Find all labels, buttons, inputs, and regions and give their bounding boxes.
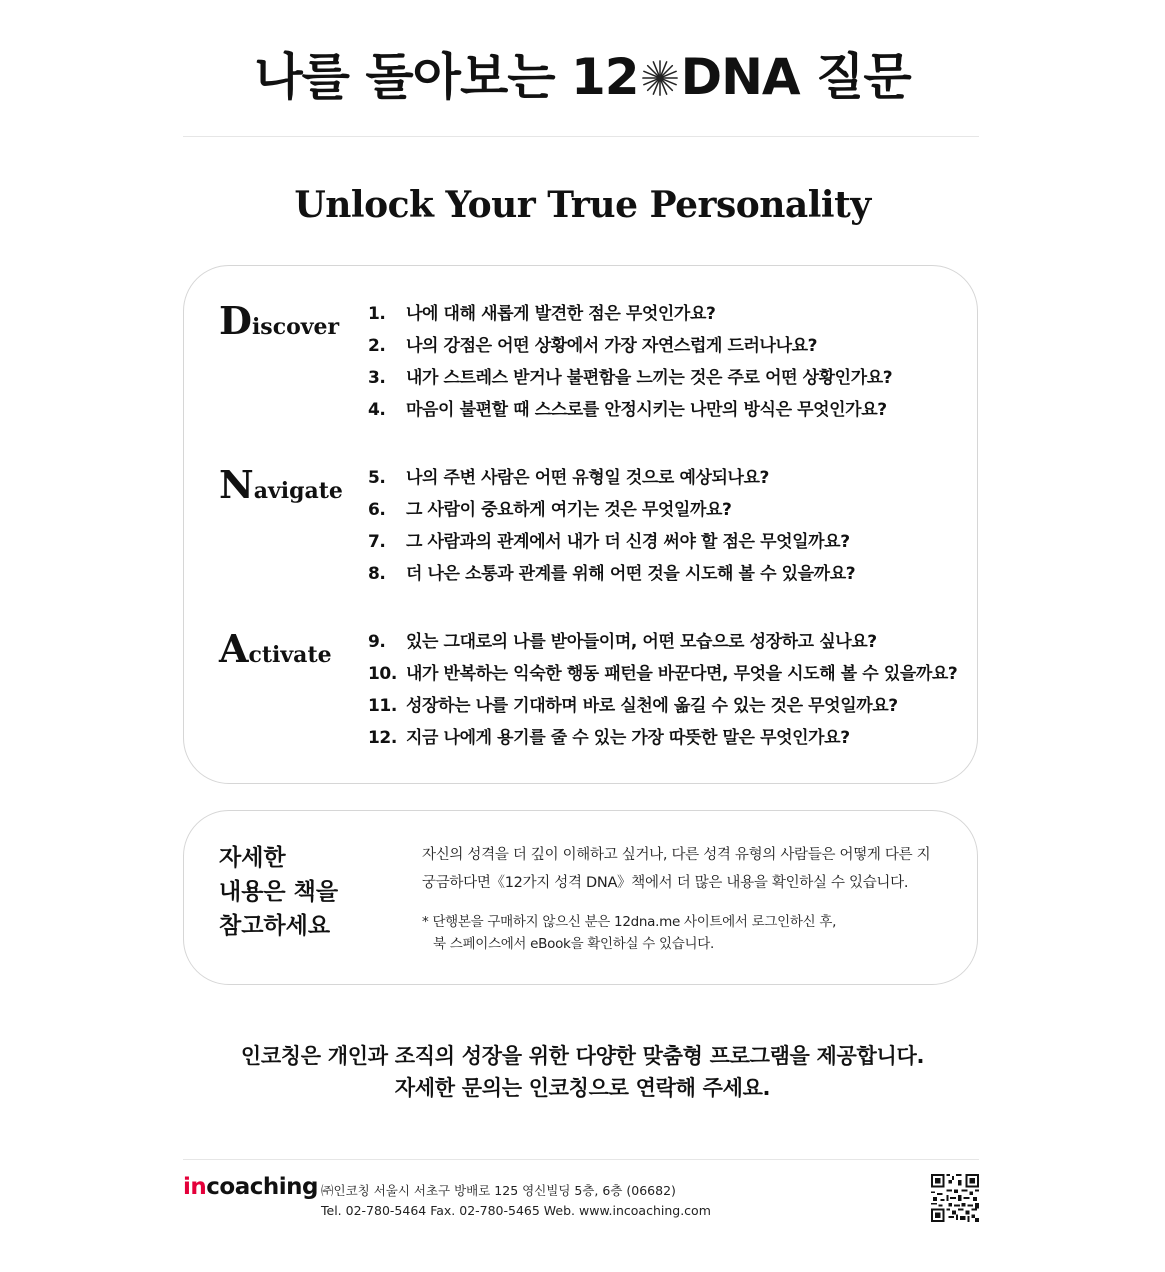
info-card: [183, 810, 978, 985]
info-heading: 자세한 내용은 책을 참고하세요: [219, 845, 339, 939]
question-item: 3. 내가 스트레스 받거나 불편함을 느끼는 것은 주로 어떤 상황인가요?: [368, 368, 893, 388]
question-item: 4. 마음이 불편할 때 스스로를 안정시키는 나만의 방식은 무엇인가요?: [368, 400, 887, 420]
section-label: Activate: [219, 626, 332, 671]
qr-code-icon[interactable]: [931, 1174, 979, 1222]
footer-address: ㈜인코칭 서울시 서초구 방배로 125 영신빌딩 5층, 6층 (06682): [321, 1183, 676, 1198]
question-item: 7. 그 사람과의 관계에서 내가 더 신경 써야 할 점은 무엇일까요?: [368, 532, 850, 552]
info-text: 자신의 성격을 더 깊이 이해하고 싶거나, 다른 성격 유형의 사람들은 어떻게 다른 지 궁금하다면《12가지 성격 DNA》책에서 더 많은 내용을 확인하실 수 있습니다.: [422, 847, 931, 891]
question-item: 10. 내가 반복하는 익숙한 행동 패턴을 바꾼다면, 무엇을 시도해 볼 수 있을까요?: [368, 664, 958, 684]
title-part-2: DNA 질문: [680, 48, 911, 106]
question-item: 8. 더 나은 소통과 관계를 위해 어떤 것을 시도해 볼 수 있을까요?: [368, 564, 856, 584]
question-list: [368, 626, 957, 754]
subtitle: Unlock Your True Personality: [294, 184, 871, 226]
question-list: [368, 298, 892, 426]
question-item: 9. 있는 그대로의 나를 받아들이며, 어떤 모습으로 성장하고 싶나요?: [368, 632, 877, 652]
question-list: [368, 462, 855, 590]
page-title: [0, 42, 1165, 112]
bottom-divider: [183, 1159, 979, 1160]
question-item: 1. 나에 대해 새롭게 발견한 점은 무엇인가요?: [368, 304, 716, 324]
footer-contact: Tel. 02-780-5464 Fax. 02-780-5465 Web. www.incoaching.com: [321, 1203, 711, 1218]
question-item: 6. 그 사람이 중요하게 여기는 것은 무엇일까요?: [368, 500, 732, 520]
section-label: Navigate: [219, 462, 343, 507]
info-body: [422, 841, 962, 955]
incoaching-logo: incoaching: [183, 1174, 318, 1200]
question-item: 12. 지금 나에게 용기를 줄 수 있는 가장 따뜻한 말은 무엇인가요?: [368, 728, 850, 748]
questions-card: [183, 265, 978, 784]
question-item: 5. 나의 주변 사람은 어떤 유형일 것으로 예상되나요?: [368, 468, 770, 488]
question-item: 11. 성장하는 나를 기대하며 바로 실천에 옮길 수 있는 것은 무엇일까요?: [368, 696, 898, 716]
promo-text: 인코칭은 개인과 조직의 성장을 위한 다양한 맞춤형 프로그램을 제공합니다. 자세한 문의는 인코칭으로 연락해 주세요.: [240, 1044, 925, 1100]
top-divider: [183, 136, 979, 137]
sparkle-icon: [641, 59, 679, 97]
info-note: * 단행본을 구매하지 않으신 분은 12dna.me 사이트에서 로그인하신 후, 북 스페이스에서 eBook을 확인하실 수 있습니다.: [422, 914, 837, 952]
question-item: 2. 나의 강점은 어떤 상황에서 가장 자연스럽게 드러나나요?: [368, 336, 818, 356]
title-part-1: 나를 돌아보는 12: [254, 48, 639, 106]
section-label: Discover: [219, 298, 340, 343]
footer-info: [321, 1181, 711, 1221]
